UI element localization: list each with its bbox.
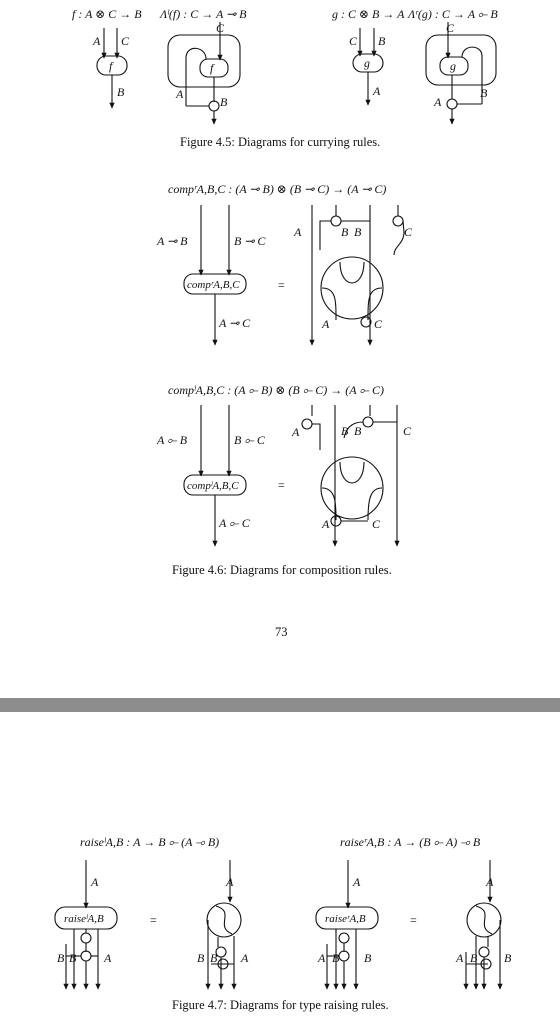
raise-r-label-A-bottom: A — [318, 951, 326, 965]
comp-r-input-2: B ⊸ C — [234, 234, 266, 248]
curry-lambda-r-label-B: B — [480, 86, 488, 100]
curry-lambda-l-label-B: B — [220, 95, 228, 109]
raise-l-exp-label-B-2: B — [210, 951, 218, 965]
curry-lambda-r-box-g: g — [450, 59, 456, 73]
curry-sig-f: f : A ⊗ C → B — [72, 7, 142, 21]
figure-4-6-caption: Figure 4.6: Diagrams for composition rules. — [172, 563, 392, 577]
raise-r-signature: raiseʳA,B : A → (B ⟜ A) ⊸ B — [340, 835, 481, 849]
comp-r-label-B-1: B — [341, 225, 349, 239]
raise-l-exp-label-A-top: A — [226, 875, 234, 889]
raise-l-label-B-2: B — [69, 951, 77, 965]
comp-r-equals: = — [278, 278, 285, 292]
comp-r-label-A-top: A — [294, 225, 302, 239]
comp-r-label-C-bottom: C — [374, 317, 383, 331]
comp-l-label-C-top: C — [403, 424, 412, 438]
raise-l-label-A-top: A — [91, 875, 99, 889]
curry-sig-g: g : C ⊗ B → A — [332, 7, 405, 21]
raise-l-expanded-diagram — [207, 860, 241, 989]
bottom-page-diagrams — [0, 712, 560, 1024]
comp-l-equals: = — [278, 478, 285, 492]
raise-l-signature: raiseˡA,B : A → B ⟜ (A ⊸ B) — [80, 835, 220, 849]
comp-l-signature: compˡA,B,C : (A ⟜ B) ⊗ (B ⟜ C) → (A ⟜ C) — [168, 383, 385, 397]
top-page-labels — [72, 7, 498, 531]
comp-l-label-B-1: B — [341, 424, 349, 438]
raise-l-exp-label-B-1: B — [197, 951, 205, 965]
curry-lambda-r-label-C: C — [446, 21, 455, 35]
comp-l-label-A-top: A — [292, 425, 300, 439]
comp-l-box-label: compˡA,B,C — [187, 480, 239, 492]
comp-l-input-2: B ⟜ C — [234, 433, 265, 447]
raise-r-equals: = — [410, 913, 417, 927]
comp-r-label-A-bottom: A — [322, 317, 330, 331]
raise-r-label-A-top: A — [353, 875, 361, 889]
comp-r-label-B-2: B — [354, 225, 362, 239]
comp-r-input-1: A ⊸ B — [157, 234, 188, 248]
comp-l-output: A ⟜ C — [219, 516, 250, 530]
curry-g-label-B: B — [378, 34, 386, 48]
raise-l-box-label: raiseˡA,B — [64, 913, 104, 925]
raise-r-exp-label-A-bottom: A — [456, 951, 464, 965]
raise-l-label-A-bottom: A — [104, 951, 112, 965]
comp-l-expanded-diagram — [302, 405, 397, 546]
curry-sig-lambda-r: Λʳ(g) : C → A ⟜ B — [408, 7, 498, 21]
comp-r-label-C-top: C — [404, 225, 413, 239]
comp-l-label-C-bottom: C — [372, 517, 381, 531]
raise-r-label-B-1: B — [332, 951, 340, 965]
raise-r-expanded-diagram — [466, 860, 501, 989]
raise-r-label-B-2: B — [364, 951, 372, 965]
bottom-page-labels — [57, 835, 512, 965]
comp-l-label-A-bottom: A — [322, 517, 330, 531]
page-74 — [0, 712, 560, 1024]
curry-g-label-A: A — [373, 84, 381, 98]
raise-l-exp-label-A-bottom: A — [241, 951, 249, 965]
curry-f-label-A: A — [93, 34, 101, 48]
curry-f-label-C: C — [121, 34, 130, 48]
comp-r-box-label: compʳA,B,C — [187, 279, 240, 291]
raise-r-box-label: raiseʳA,B — [325, 913, 366, 925]
raise-r-exp-label-B-2: B — [504, 951, 512, 965]
curry-box-f: f — [109, 59, 113, 73]
curry-lambda-r-label-A: A — [434, 95, 442, 109]
raise-l-label-B-1: B — [57, 951, 65, 965]
curry-sig-lambda-l: Λˡ(f) : C → A ⊸ B — [160, 7, 247, 21]
figure-4-7-caption: Figure 4.7: Diagrams for type raising rules. — [172, 998, 389, 1012]
comp-r-output: A ⊸ C — [219, 316, 251, 330]
comp-l-label-B-2: B — [354, 424, 362, 438]
curry-lambda-l-label-C: C — [216, 21, 225, 35]
comp-r-signature: compʳA,B,C : (A ⊸ B) ⊗ (B ⊸ C) → (A ⊸ C) — [168, 182, 387, 196]
figure-4-5-caption: Figure 4.5: Diagrams for currying rules. — [180, 135, 381, 149]
curry-lambda-l-box-f: f — [210, 61, 214, 75]
raise-r-exp-label-B-1: B — [470, 951, 478, 965]
page-separator — [0, 698, 560, 712]
curry-f-label-B: B — [117, 85, 125, 99]
page-number: 73 — [275, 625, 288, 639]
curry-g-label-C: C — [349, 34, 358, 48]
comp-l-input-1: A ⟜ B — [157, 433, 188, 447]
raise-r-exp-label-A-top: A — [486, 875, 494, 889]
curry-box-g: g — [364, 56, 370, 70]
curry-lambda-l-label-A: A — [176, 87, 184, 101]
curry-lambda-l-diagram — [168, 22, 240, 124]
raise-l-equals: = — [150, 913, 157, 927]
